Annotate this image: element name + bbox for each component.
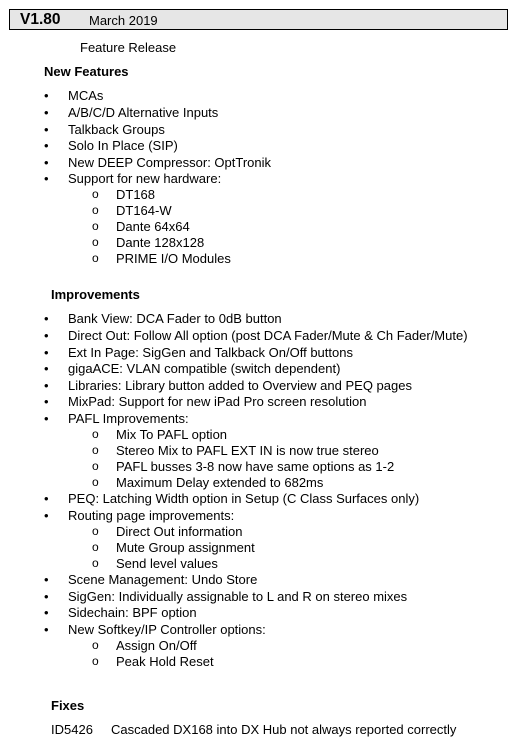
improvement-item: SigGen: Individually assignable to L and R on stereo mixes <box>68 589 408 604</box>
bullet-icon: • <box>44 88 49 103</box>
sub-bullet-icon: o <box>92 187 99 201</box>
bullet-icon: • <box>44 508 49 523</box>
improvement-item: Routing page improvements: <box>68 508 235 523</box>
pafl-sub-item: Stereo Mix to PAFL EXT IN is now true stereo <box>116 443 379 458</box>
sub-bullet-icon: o <box>92 459 99 473</box>
improvement-item: gigaACE: VLAN compatible (switch dependent) <box>68 361 341 376</box>
softkey-sub-item: Assign On/Off <box>116 638 197 653</box>
improvements-heading: Improvements <box>51 287 140 302</box>
sub-bullet-icon: o <box>92 203 99 217</box>
bullet-icon: • <box>44 171 49 186</box>
hardware-item: PRIME I/O Modules <box>116 251 231 266</box>
version-header <box>9 9 508 30</box>
improvement-item: New Softkey/IP Controller options: <box>68 622 266 637</box>
sub-bullet-icon: o <box>92 524 99 538</box>
pafl-sub-item: Mix To PAFL option <box>116 427 228 442</box>
hardware-item: Dante 64x64 <box>116 219 190 234</box>
fix-description: Cascaded DX168 into DX Hub not always reported correctly <box>111 722 457 737</box>
release-type: Feature Release <box>80 40 177 55</box>
pafl-sub-item: Maximum Delay extended to 682ms <box>116 475 324 490</box>
bullet-icon: • <box>44 345 49 360</box>
sub-bullet-icon: o <box>92 475 99 489</box>
feature-item: New DEEP Compressor: OptTronik <box>68 155 272 170</box>
sub-bullet-icon: o <box>92 654 99 668</box>
sub-bullet-icon: o <box>92 427 99 441</box>
bullet-icon: • <box>44 328 49 343</box>
feature-item: Solo In Place (SIP) <box>68 138 178 153</box>
bullet-icon: • <box>44 311 49 326</box>
version-number: V1.80 <box>20 11 61 28</box>
improvement-item: Direct Out: Follow All option (post DCA Fader/Mute & Ch Fader/Mute) <box>68 328 468 343</box>
fix-id: ID5426 <box>51 722 93 737</box>
feature-item: MCAs <box>68 88 104 103</box>
bullet-icon: • <box>44 138 49 153</box>
routing-sub-item: Send level values <box>116 556 218 571</box>
improvement-item: Bank View: DCA Fader to 0dB button <box>68 311 282 326</box>
sub-bullet-icon: o <box>92 556 99 570</box>
bullet-icon: • <box>44 378 49 393</box>
bullet-icon: • <box>44 411 49 426</box>
bullet-icon: • <box>44 122 49 137</box>
bullet-icon: • <box>44 394 49 409</box>
bullet-icon: • <box>44 622 49 637</box>
sub-bullet-icon: o <box>92 443 99 457</box>
bullet-icon: • <box>44 589 49 604</box>
new-features-heading: New Features <box>44 64 129 79</box>
feature-item: Support for new hardware: <box>68 171 222 186</box>
sub-bullet-icon: o <box>92 251 99 265</box>
hardware-item: Dante 128x128 <box>116 235 205 250</box>
improvement-item: PAFL Improvements: <box>68 411 189 426</box>
sub-bullet-icon: o <box>92 638 99 652</box>
bullet-icon: • <box>44 155 49 170</box>
improvement-item: MixPad: Support for new iPad Pro screen resolution <box>68 394 367 409</box>
feature-item: A/B/C/D Alternative Inputs <box>68 105 219 120</box>
sub-bullet-icon: o <box>92 235 99 249</box>
bullet-icon: • <box>44 572 49 587</box>
improvement-item: Libraries: Library button added to Overview and PEQ pages <box>68 378 412 393</box>
softkey-sub-item: Peak Hold Reset <box>116 654 214 669</box>
bullet-icon: • <box>44 491 49 506</box>
pafl-sub-item: PAFL busses 3-8 now have same options as 1-2 <box>116 459 395 474</box>
routing-sub-item: Mute Group assignment <box>116 540 255 555</box>
release-date: March 2019 <box>89 13 158 28</box>
improvement-item: PEQ: Latching Width option in Setup (C Class Surfaces only) <box>68 491 420 506</box>
improvement-item: Sidechain: BPF option <box>68 605 197 620</box>
feature-item: Talkback Groups <box>68 122 165 137</box>
bullet-icon: • <box>44 605 49 620</box>
sub-bullet-icon: o <box>92 219 99 233</box>
bullet-icon: • <box>44 361 49 376</box>
improvement-item: Ext In Page: SigGen and Talkback On/Off buttons <box>68 345 353 360</box>
routing-sub-item: Direct Out information <box>116 524 243 539</box>
improvement-item: Scene Management: Undo Store <box>68 572 258 587</box>
hardware-item: DT164-W <box>116 203 172 218</box>
sub-bullet-icon: o <box>92 540 99 554</box>
bullet-icon: • <box>44 105 49 120</box>
hardware-item: DT168 <box>116 187 156 202</box>
fixes-heading: Fixes <box>51 698 85 713</box>
